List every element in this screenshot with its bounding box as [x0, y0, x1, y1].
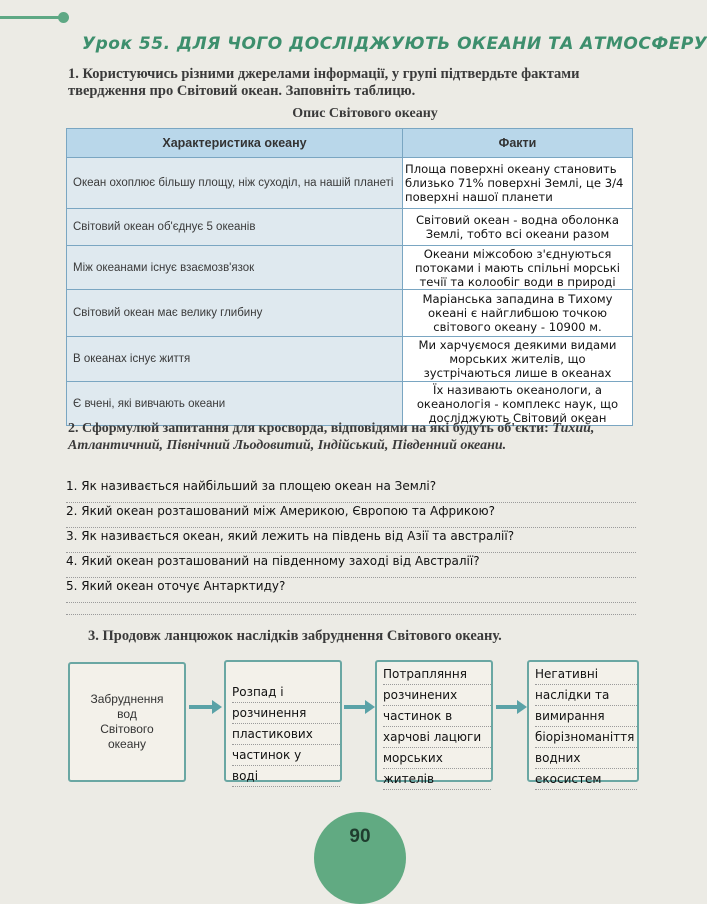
- characteristic-cell: Світовий океан має велику глибину: [67, 290, 403, 337]
- task3-instruction: 3. Продовж ланцюжок наслідків забруднення Світового океану.: [88, 628, 502, 644]
- chain-box-line: наслідки та: [535, 685, 637, 706]
- table-row: [67, 246, 633, 290]
- fact-cell[interactable]: Океани міжсобою з'єднуються потоками і мають спільні морські течії та колообіг води в природі: [403, 246, 633, 290]
- chain-box-line: океану: [107, 737, 147, 751]
- characteristic-cell: Світовий океан об'єднує 5 океанів: [67, 209, 403, 246]
- header-decor-dot: [58, 12, 69, 23]
- chain-box-line: Забруднення: [90, 692, 164, 706]
- chain-box-line: Негативні: [535, 664, 637, 685]
- characteristic-cell: Є вчені, які вивчають океани: [67, 382, 403, 426]
- chain-box-line: біорізноманіття: [535, 727, 637, 748]
- chain-box-line: вимирання: [535, 706, 637, 727]
- chain-box-line: екосистем: [535, 769, 637, 790]
- table-row: [67, 337, 633, 382]
- task2-objects: Тихий, Атлантичний, Північний Льодовитий, Індійський, Південний океани.: [68, 421, 595, 453]
- characteristic-cell: Океан охоплює більшу площу, ніж суходіл, на нашій планеті: [67, 158, 403, 209]
- page-number: 90: [349, 826, 371, 847]
- chain-arrow: [496, 705, 518, 709]
- chain-box-2[interactable]: [224, 660, 342, 782]
- question-line[interactable]: 3. Як називається океан, який лежить на південь від Азії та австралії?: [66, 528, 636, 553]
- fact-cell[interactable]: Ми харчуємося деякими видами морських жителів, що зустрічаються лише в океанах: [403, 337, 633, 382]
- lesson-title: Урок 55. ДЛЯ ЧОГО ДОСЛІДЖУЮТЬ ОКЕАНИ ТА АТМОСФЕРУ: [82, 34, 707, 54]
- header-facts: Факти: [403, 129, 633, 158]
- chain-box-line: воді: [232, 766, 340, 787]
- task2-instruction: [68, 420, 638, 454]
- table-row: [67, 382, 633, 426]
- blank-answer-line[interactable]: [66, 614, 636, 615]
- question-line[interactable]: 5. Який океан оточує Антарктиду?: [66, 578, 636, 603]
- chain-box-line: Потрапляння: [383, 664, 491, 685]
- task2-text: 2. Сформулюй запитання для кросворда, відповідями на які будуть об'єкти:: [68, 421, 549, 436]
- chain-box-3[interactable]: [375, 660, 493, 786]
- header-decor-line: [0, 16, 64, 19]
- characteristic-cell: В океанах існує життя: [67, 337, 403, 382]
- chain-box-line: водних: [535, 748, 637, 769]
- fact-cell[interactable]: Площа поверхні океану становить близько 71% поверхні Землі, це 3/4 поверхні нашої планети: [403, 158, 633, 209]
- chain-box-line: пластикових: [232, 724, 340, 745]
- chain-box-line: жителів: [383, 769, 491, 790]
- chain-box-line: розчинення: [232, 703, 340, 724]
- question-line[interactable]: 4. Який океан розташований на південному заході від Австралії?: [66, 553, 636, 578]
- chain-arrow: [344, 705, 366, 709]
- task1-instruction: 1. Користуючись різними джерелами інформації, у групі підтвердьте фактами твердження про Світовий океан. Заповніть таблицю.: [68, 66, 580, 99]
- table-caption: Опис Світового океану: [292, 106, 438, 121]
- ocean-description-table: [66, 128, 633, 426]
- question-line[interactable]: 2. Який океан розташований між Америкою, Європою та Африкою?: [66, 503, 636, 528]
- crossword-questions: [66, 478, 636, 603]
- chain-box-line: розчинених: [383, 685, 491, 706]
- chain-box-start: [68, 662, 186, 782]
- chain-arrow: [189, 705, 213, 709]
- chain-box-line: харчові лацюги: [383, 727, 491, 748]
- table-row: [67, 209, 633, 246]
- chain-box-line: морських: [383, 748, 491, 769]
- characteristic-cell: Між океанами існує взаємозв'язок: [67, 246, 403, 290]
- question-line[interactable]: 1. Як називається найбільший за площею океан на Землі?: [66, 478, 636, 503]
- chain-box-line: Розпад і: [232, 682, 340, 703]
- table-row: [67, 158, 633, 209]
- fact-cell[interactable]: Їх називають океанологи, а океанологія - комплекс наук, що досліджують Світовий океан: [403, 382, 633, 426]
- fact-cell[interactable]: Світовий океан - водна оболонка Землі, тобто всі океани разом: [403, 209, 633, 246]
- chain-box-line: частинок у: [232, 745, 340, 766]
- chain-box-4[interactable]: [527, 660, 639, 786]
- chain-box-line: частинок в: [383, 706, 491, 727]
- fact-cell[interactable]: Маріанська западина в Тихому океані є найглибшою точкою світового океану - 10900 м.: [403, 290, 633, 337]
- table-header-row: [67, 129, 633, 158]
- chain-box-line: вод: [117, 707, 137, 721]
- chain-box-line: Світового: [100, 722, 154, 736]
- table-row: [67, 290, 633, 337]
- header-characteristic: Характеристика океану: [67, 129, 403, 158]
